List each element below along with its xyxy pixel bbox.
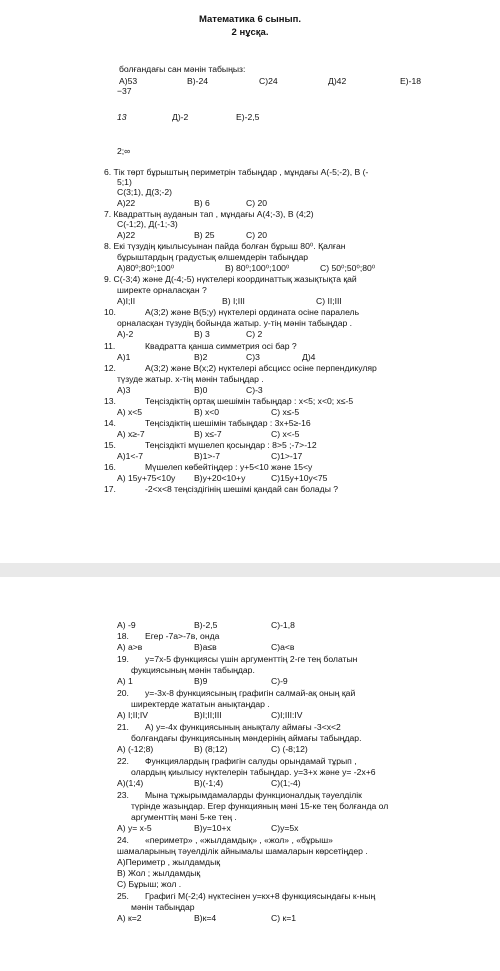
answer-option: С) 20 [246, 198, 268, 208]
answer-option: В) 3 [194, 329, 210, 339]
answer-option: А) х≥-7 [117, 429, 145, 439]
question-8: 8. Екі түзудің қиылысуынан пайда болған бұрыш 80⁰. Қалған [104, 241, 346, 251]
option: Е)-2,5 [236, 112, 260, 122]
answer-option: А) а>в [117, 642, 143, 652]
answer-option: В) х≤-7 [194, 429, 222, 439]
question-6-cont: 5;1) [117, 177, 132, 187]
question-21-cont: болғандағы функциясының мәндерінің аймағы табыңдар. [131, 733, 362, 743]
option: В)-24 [187, 76, 209, 86]
question-8-cont: бұрыштардың градустық өлшемдерін табыңдар [117, 252, 309, 262]
answer-option: В) 6 [194, 198, 210, 208]
question-number: 11. [104, 341, 116, 351]
question-number: 24. [117, 835, 129, 845]
question-24-cont: шамаларының тәуелділік айнымалы шамаларын көрсетіңдер . [117, 846, 368, 856]
fragment-text: 13 [117, 112, 127, 122]
answer-option: В)9 [194, 676, 208, 686]
question-number: 18. [117, 631, 129, 641]
question-number: 10. [104, 307, 116, 317]
question-7-cont: С(-1;2), Д(-1;-3) [117, 219, 178, 229]
question-14: Теңсіздіктің шешімін табыңдар : 3х+5≥-16 [145, 418, 311, 428]
option: Д)-2 [172, 112, 189, 122]
answer-option: В)у=10+х [194, 823, 231, 833]
question-23-cont: аргументтің мәні 5-ке тең . [131, 812, 237, 822]
question-7: 7. Квадраттың ауданын тап , мұндағы А(4;-3), В (4;2) [104, 209, 314, 219]
answer-option: В) 80⁰;100⁰;100⁰ [225, 263, 290, 273]
question-number: 22. [117, 756, 129, 766]
question-number: 19. [117, 654, 129, 664]
question-23: Мына тұжырымдамаларды функционалдық тәуелділік [145, 790, 362, 800]
question-11: Квадратта қанша симметрия осі бар ? [145, 341, 297, 351]
question-9-cont: ширекте орналасқан ? [117, 285, 207, 295]
answer-option: С)I;III:IV [271, 710, 303, 720]
question-10: А(3;2) және В(5;у) нүктелері ордината осіне паралель [145, 307, 360, 317]
answer-option: А) I;II;IV [117, 710, 149, 720]
answer-option: В)-2,5 [194, 620, 218, 630]
question-25-cont: мәнін табыңдар [131, 902, 195, 912]
answer-option: А) х<5 [117, 407, 143, 417]
question-number: 25. [117, 891, 129, 901]
answer-option: С)-1,8 [271, 620, 295, 630]
question-9: 9. С(-3;4) және Д(-4;-5) нүктелері координаттық жазықтықта қай [104, 274, 357, 284]
question-number: 23. [117, 790, 129, 800]
answer-option: А) -9 [117, 620, 136, 630]
answer-option: С)-9 [271, 676, 288, 686]
answer-option: А)22 [117, 230, 136, 240]
answer-option: Д)4 [302, 352, 316, 362]
option: С)24 [259, 76, 278, 86]
intro-text: болғандағы сан мәнін табыңыз: [119, 64, 246, 74]
answer-option: С) 2 [246, 329, 263, 339]
answer-option: А) у= х-5 [117, 823, 152, 833]
answer-option: А) (-12;8) [117, 744, 154, 754]
answer-option: В) Жол ; жылдамдық [117, 868, 201, 878]
answer-option: С) (-8;12) [271, 744, 308, 754]
answer-option: В)(-1;4) [194, 778, 224, 788]
question-12: А(3;2) және В(х;2) нүктелері абсцисс осіне перпендикуляр [145, 363, 377, 373]
answer-option: С) II;III [316, 296, 342, 306]
worksheet-page-2 [0, 577, 500, 971]
answer-option: А)Периметр , жылдамдық [117, 857, 221, 867]
question-12-cont: түзуде жатыр. х-тің мәнін табыңдар . [117, 374, 264, 384]
answer-option: С) х≤-5 [271, 407, 300, 417]
answer-option: А)80⁰;80⁰;100⁰ [117, 263, 175, 273]
answer-option: С)-3 [246, 385, 263, 395]
question-20-cont: ширектерде жататын анықтаңдар . [131, 699, 270, 709]
page-title: Математика 6 сынып. [198, 14, 302, 25]
question-24: «периметр» , «жылдамдық» , «жол» , «бұрыш» [145, 835, 333, 845]
answer-option: В)а≤в [194, 642, 217, 652]
answer-option: А)I;II [117, 296, 136, 306]
question-22: Функциялардың графигін салуды орындамай тұрып , [145, 756, 357, 766]
answer-option: А) к=2 [117, 913, 142, 923]
question-20: у=-3х-8 функциясының графигін салмай-ақ оның қай [145, 688, 356, 698]
answer-option: С)у=5х [271, 823, 299, 833]
answer-option: С)1>-17 [271, 451, 303, 461]
question-6-cont: С(3;1), Д(3;-2) [117, 187, 173, 197]
question-number: 15. [104, 440, 116, 450]
answer-option: В)к=4 [194, 913, 217, 923]
question-number: 14. [104, 418, 116, 428]
question-16: Мүшелеп көбейтіңдер : у+5<10 және 15<у [145, 462, 313, 472]
question-25: Графигі М(-2;4) нүктесінен у=кх+8 функциясындағы к-ның [145, 891, 376, 901]
answer-option: В) х<0 [194, 407, 220, 417]
answer-option: С) 20 [246, 230, 268, 240]
question-number: 13. [104, 396, 116, 406]
question-15: Теңсіздікті мүшелеп қосыңдар : 8>5 ;-7>-12 [145, 440, 317, 450]
question-number: 17. [104, 484, 116, 494]
answer-option: С)15у+10у<75 [271, 473, 328, 483]
answer-option: А)(1;4) [117, 778, 144, 788]
answer-option: В)0 [194, 385, 208, 395]
question-number: 16. [104, 462, 116, 472]
answer-option: В)2 [194, 352, 208, 362]
answer-option: А) 1 [117, 676, 133, 686]
question-13: Теңсіздіктің ортақ шешімін табыңдар : х<5; х<0; х≤-5 [145, 396, 354, 406]
question-10-cont: орналасқан түзудің бойында жатыр. у-тің мәнін табыңдар . [117, 318, 353, 328]
answer-option: С) 50⁰;50⁰;80⁰ [320, 263, 376, 273]
answer-option: С)а<в [271, 642, 295, 652]
answer-option: А)-2 [117, 329, 134, 339]
answer-option: С) к=1 [271, 913, 297, 923]
answer-option: С)3 [246, 352, 260, 362]
question-23-cont: түрінде жазыңдар. Егер функцияның мәні 15-ке тең болғанда ол [131, 801, 389, 811]
option: Е)-18 [400, 76, 422, 86]
answer-option: А)1 [117, 352, 131, 362]
answer-option: В)1>-7 [194, 451, 221, 461]
question-19-cont: фукциясының мәнін табыңдар. [131, 665, 255, 675]
fragment-text: 2;∞ [117, 146, 131, 156]
answer-option: А)22 [117, 198, 136, 208]
answer-option: В)у+20<10+у [194, 473, 246, 483]
fragment-text: −37 [117, 86, 132, 96]
question-19: у=7х-5 функциясы үшін аргументтің 2-ге тең болатын [145, 654, 358, 664]
answer-option: А)3 [117, 385, 131, 395]
answer-option: В) I;III [222, 296, 245, 306]
answer-option: В) 25 [194, 230, 215, 240]
option: А)53 [119, 76, 138, 86]
answer-option: С) х<-5 [271, 429, 300, 439]
question-number: 12. [104, 363, 116, 373]
question-6: 6. Тік төрт бұрыштың периметрін табыңдар , мұндағы А(-5;-2), В (- [104, 167, 369, 177]
question-17: -2<х<8 теңсіздігінің шешімі қандай сан болады ? [145, 484, 339, 494]
answer-option: В) (8;12) [194, 744, 228, 754]
option: Д)42 [328, 76, 347, 86]
answer-option: А) 15у+75<10у [117, 473, 176, 483]
question-number: 21. [117, 722, 129, 732]
answer-option: А)1<-7 [117, 451, 144, 461]
answer-option: С)(1;-4) [271, 778, 301, 788]
question-number: 20. [117, 688, 129, 698]
question-21: А) у=-4х функциясының анықталу аймағы -3<х<2 [145, 722, 341, 732]
question-18: Егер -7а>-7в, онда [145, 631, 220, 641]
question-22-cont: олардың қиылысу нүктелерін табыңдар. у=3+х және у= -2х+6 [131, 767, 376, 777]
page-subtitle: 2 нұсқа. [231, 27, 269, 38]
answer-option: В)I;II;III [194, 710, 222, 720]
answer-option: С) Бұрыш; жол . [117, 879, 182, 889]
